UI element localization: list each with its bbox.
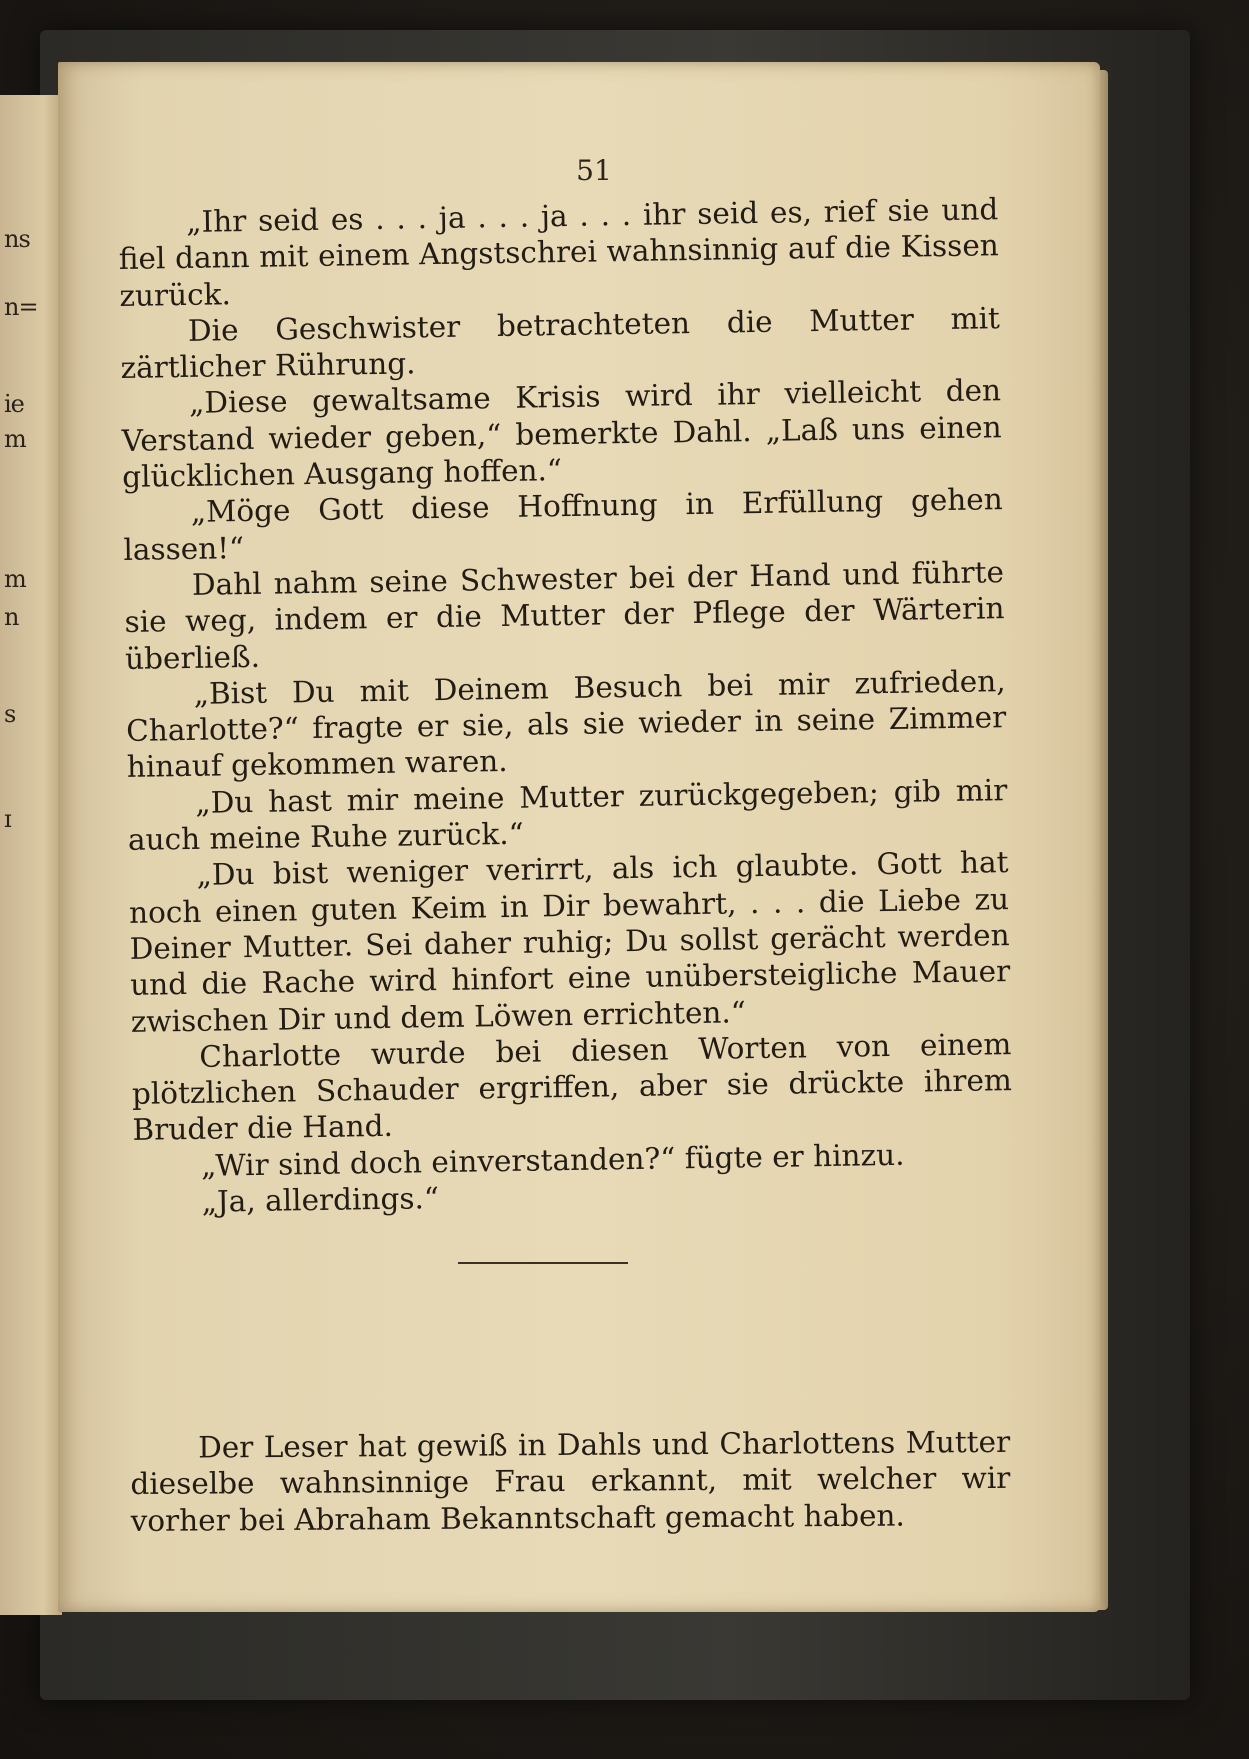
- left-page-fragment: ɪ: [4, 805, 11, 833]
- paragraph: „Du bist weniger verirrt, als ich glaubte. Gott hat noch einen guten Keim in Dir bewahrt, . . . die Liebe zu Deiner Mutter. Sei daher ruhig; Du sollst gerächt werden und die Rache wird hinfort eine unübersteigliche Mauer zwischen Dir und dem Löwen errichten.“: [128, 845, 1011, 1039]
- paragraph: „Diese gewaltsame Krisis wird ihr vielleicht den Verstand wieder geben,“ bemerkte Dahl. „Laß uns einen glücklichen Ausgang hoffen.“: [121, 373, 1002, 495]
- paragraph: „Ja, allerdings.“: [201, 1181, 440, 1219]
- paragraph: „Du hast mir meine Mutter zurückgegeben; gib mir auch meine Ruhe zurück.“: [127, 772, 1008, 857]
- paragraph: Charlotte wurde bei diesen Worten von einem plötzlichen Schauder ergriffen, aber sie drückte ihrem Bruder die Hand.: [131, 1026, 1013, 1148]
- paragraph: „Bist Du mit Deinem Besuch bei mir zufrieden, Charlotte?“ fragte er sie, als sie wieder in seine Zimmer hinauf gekommen waren.: [125, 663, 1007, 785]
- left-page-fragment: n: [4, 603, 19, 631]
- left-page-fragment: n=: [4, 293, 38, 321]
- paragraph: Dahl nahm seine Schwester bei der Hand und führte sie weg, indem er die Mutter der Pflege der Wärterin überließ.: [124, 555, 1005, 676]
- paragraph: „Ihr seid es . . . ja . . . ja . . . ihr seid es, rief sie und fiel dann mit einem Angstschrei wahnsinnig auf die Kissen zurück.: [118, 192, 1000, 313]
- left-page-fragment: ns: [4, 225, 30, 253]
- page-body: [118, 191, 1014, 1221]
- closing-paragraph-block: [130, 1424, 1011, 1539]
- section-divider: [458, 1262, 628, 1264]
- page-number: 51: [576, 154, 612, 187]
- paragraph: „Möge Gott diese Hoffnung in Erfüllung gehen lassen!“: [123, 482, 1004, 567]
- left-page-fragment: s: [4, 700, 16, 728]
- left-page-fragment: ie: [4, 390, 24, 418]
- book-page: [58, 62, 1100, 1612]
- closing-paragraph: Der Leser hat gewiß in Dahls und Charlottens Mutter dieselbe wahnsinnige Frau erkannt, mit welcher wir vorher bei Abraham Bekanntschaft gemacht haben.: [130, 1424, 1011, 1538]
- left-page-fragment: m: [4, 565, 26, 593]
- left-page-edge: [0, 95, 62, 1615]
- left-page-fragment: m: [4, 425, 26, 453]
- paragraph: „Wir sind doch einverstanden?“ fügte er hinzu.: [200, 1137, 905, 1183]
- paragraph: Die Geschwister betrachteten die Mutter mit zärtlicher Rührung.: [120, 301, 1001, 386]
